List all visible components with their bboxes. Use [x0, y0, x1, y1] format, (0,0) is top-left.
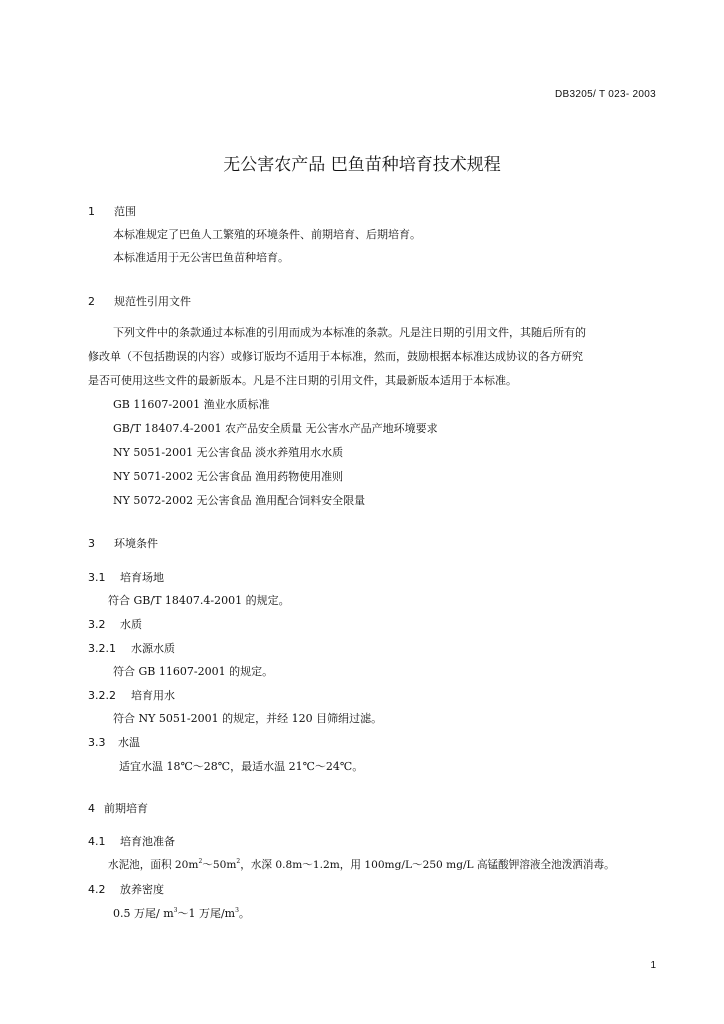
superscript: 2: [236, 858, 241, 865]
section-1-heading: [88, 203, 136, 219]
section-number: 4.1: [88, 835, 106, 848]
paragraph: 符合 GB 11607-2001 的规定。: [113, 665, 274, 678]
paragraph: 本标准规定了巴鱼人工繁殖的环境条件、前期培育、后期培育。: [113, 228, 421, 241]
section-number: 4: [88, 802, 95, 815]
section-number: 4.2: [88, 883, 106, 896]
text-part: ～50m: [202, 859, 237, 871]
text-part: 。: [238, 907, 250, 920]
section-number: 3.2.1: [88, 642, 116, 655]
paragraph: 符合 NY 5051-2001 的规定，并经 120 目筛绢过滤。: [113, 712, 383, 725]
section-4-heading: [88, 800, 148, 816]
section-number: 3.3: [88, 736, 106, 749]
section-number: 3: [88, 537, 95, 550]
subsection-3-2-2-heading: [88, 687, 175, 703]
paragraph: [113, 905, 250, 921]
reference-item: NY 5071-2002 无公害食品 渔用药物使用准则: [113, 470, 344, 483]
section-title: 培育用水: [131, 689, 175, 702]
paragraph: [108, 857, 615, 872]
reference-item: NY 5072-2002 无公害食品 渔用配合饲料安全限量: [113, 494, 366, 507]
paragraph: 适宜水温 18℃～28℃，最适水温 21℃～24℃。: [119, 760, 364, 773]
subsection-4-2-heading: [88, 881, 164, 897]
subsection-3-2-1-heading: [88, 640, 175, 656]
section-number: 3.2.2: [88, 689, 116, 702]
subsection-3-1-heading: [88, 569, 164, 585]
section-number: 3.1: [88, 571, 106, 584]
reference-item: NY 5051-2001 无公害食品 淡水养殖用水水质: [113, 446, 344, 459]
section-2-heading: [88, 293, 191, 309]
text-part: ～1 万尾/m: [177, 907, 236, 920]
subsection-3-2-heading: [88, 616, 142, 632]
subsection-4-1-heading: [88, 833, 175, 849]
paragraph-line: 下列文件中的条款通过本标准的引用而成为本标准的条款。凡是注日期的引用文件，其随后所有的: [113, 326, 586, 339]
superscript: 2: [198, 858, 203, 865]
section-title: 环境条件: [114, 537, 158, 550]
text-part: 水泥池，面积 20m: [108, 859, 199, 871]
page-title: 无公害农产品 巴鱼苗种培育技术规程: [223, 155, 501, 175]
text-part: ，水深 0.8m～1.2m，用 100mg/L～250 mg/L 高锰酸钾溶液全池泼洒消毒。: [240, 859, 615, 871]
superscript: 3: [235, 907, 239, 914]
section-3-heading: [88, 535, 158, 551]
paragraph-line: 是否可使用这些文件的最新版本。凡是不注日期的引用文件，其最新版本适用于本标准。: [88, 374, 517, 387]
paragraph: 符合 GB/T 18407.4-2001 的规定。: [108, 594, 290, 607]
section-title: 前期培育: [104, 802, 148, 815]
superscript: 3: [173, 907, 178, 914]
section-title: 培育场地: [120, 571, 164, 584]
section-title: 规范性引用文件: [114, 295, 191, 308]
page-number: 1: [650, 960, 656, 971]
paragraph-line: 修改单（不包括勘误的内容）或修订版均不适用于本标准，然而，鼓励根据本标准达成协议的各方研究: [88, 350, 583, 363]
reference-item: GB 11607-2001 渔业水质标准: [113, 398, 270, 411]
reference-item: GB/T 18407.4-2001 农产品安全质量 无公害水产品产地环境要求: [113, 422, 438, 435]
section-title: 放养密度: [120, 883, 164, 896]
section-title: 水温: [118, 736, 140, 749]
section-title: 水质: [120, 618, 142, 631]
paragraph: 本标准适用于无公害巴鱼苗种培育。: [113, 251, 289, 264]
section-number: 3.2: [88, 618, 106, 631]
section-title: 水源水质: [131, 642, 175, 655]
section-title: 培育池准备: [120, 835, 175, 848]
section-number: 2: [88, 295, 95, 308]
text-part: 0.5 万尾/ m: [113, 907, 174, 920]
section-title: 范围: [114, 205, 136, 218]
document-code: DB3205/ T 023- 2003: [555, 89, 656, 100]
subsection-3-3-heading: [88, 734, 140, 750]
section-number: 1: [88, 205, 95, 218]
